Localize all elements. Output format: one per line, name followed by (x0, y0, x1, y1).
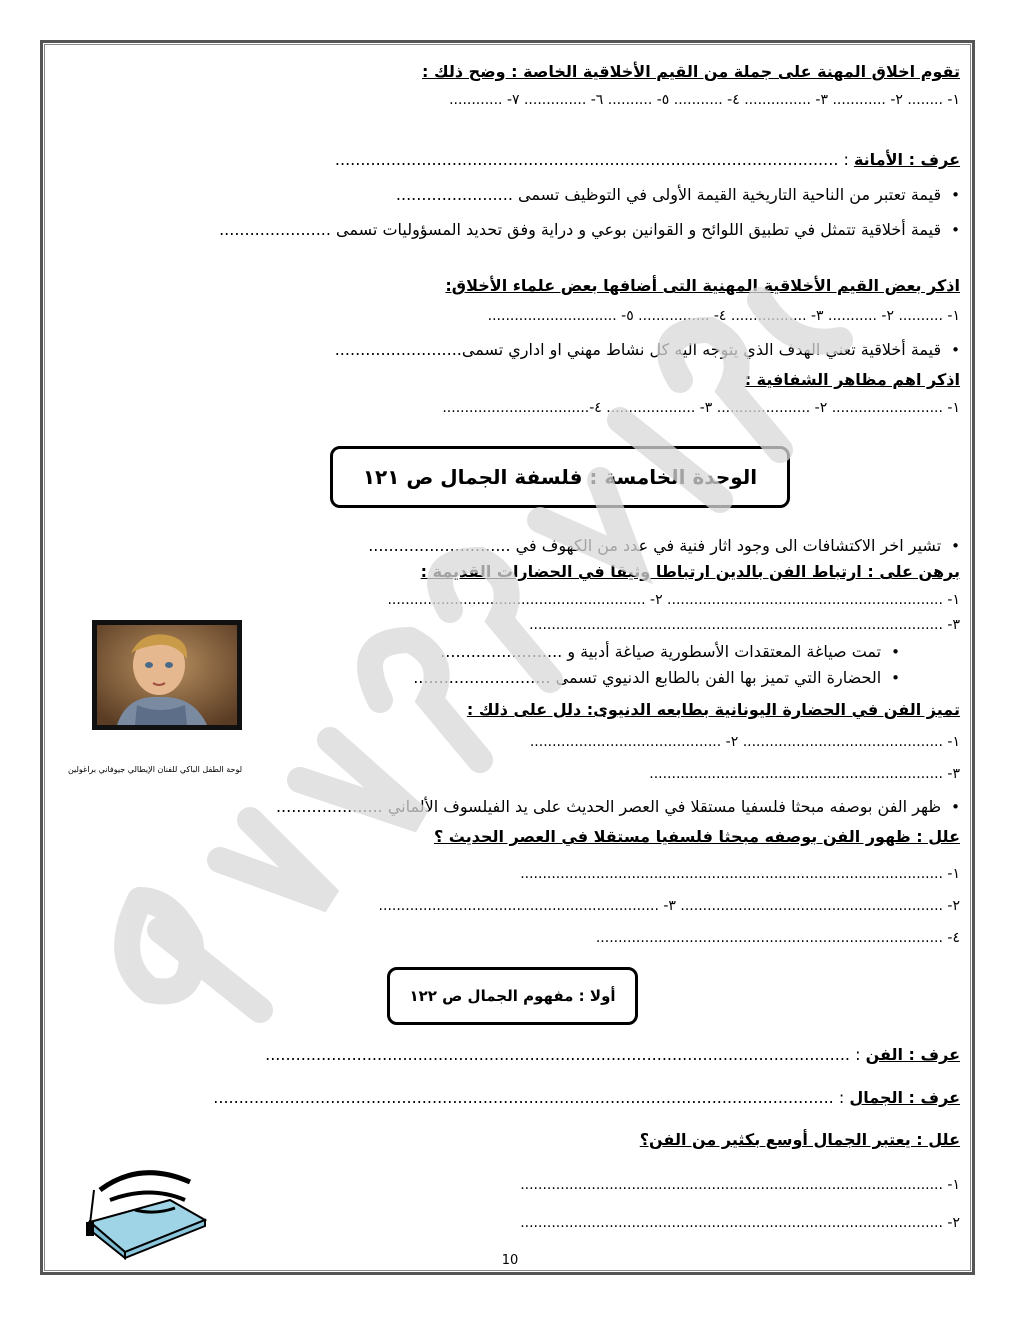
unit-title-box (330, 446, 790, 508)
section3-heading: اذكر بعض القيم الأخلاقية المهنية التى أضافها بعض علماء الأخلاق: (445, 276, 960, 295)
section6-line1: ١- ............................................. ٢- ........................................... (529, 734, 960, 750)
book-logo (80, 1160, 210, 1260)
section7-heading: علل : ظهور الفن بوصفه مبحثا فلسفيا مستقلا في العصر الحديث ؟ (433, 827, 960, 846)
honesty-bullet-2: • قيمة أخلاقية تتمثل في تطبيق اللوائح و القوانين بوعي و دراية وفق تحديد المسؤوليات تسمى ...................... (219, 220, 960, 240)
section1-heading: تقوم اخلاق المهنة على جملة من القيم الأخلاقية الخاصة : وضح ذلك : (422, 62, 960, 81)
section7-line3: ٤- .............................................................................. (595, 930, 960, 946)
section5-line2: ٣- ............................................................................................. (529, 617, 960, 633)
define-honesty-dots: : ................................................................................................... (334, 150, 849, 169)
honesty-bullet-1: • قيمة تعتبر من الناحية التاريخية القيمة الأولى في التوظيف تسمى ....................... (396, 185, 960, 205)
define-beauty-dots: : .......................................................................................................................... (213, 1088, 845, 1107)
subsection-title-box (387, 967, 638, 1025)
section5-heading: برهن على : ارتباط الفن بالدين ارتباطا وثيقا في الحضارات القديمة : (420, 562, 960, 581)
section8-line2: ٢- ............................................................................................... (520, 1215, 960, 1231)
painting-caption: لوحة الطفل الباكي للفنان الإيطالي جيوفاني براغولين (67, 765, 243, 774)
philosopher-bullet: • ظهر الفن بوصفه مبحثا فلسفيا مستقلا في العصر الحديث على يد الفيلسوف الألماني ..................... (276, 797, 960, 817)
unit-title: الوحدة الخامسة : فلسفة الجمال ص ١٢١ (362, 465, 758, 489)
painting-image (97, 625, 237, 725)
section4-heading: اذكر اهم مظاهر الشفافية : (744, 370, 960, 389)
define-art-label: عرف : الفن (865, 1045, 960, 1064)
section5-line1: ١- .............................................................. ٢- .......................................................... (387, 592, 960, 608)
define-art-dots: : ................................................................................................................... (265, 1045, 861, 1064)
section6-heading: تميز الفن في الحضارة اليونانية بطابعه الدنيوى: دلل على ذلك : (466, 700, 960, 719)
caves-bullet: • تشير اخر الاكتشافات الى وجود اثار فنية في عدد من الكهوف في ............................ (368, 536, 960, 556)
section4-items: ١- ......................... ٢- ..................... ٣- .................... ٤-................................. (442, 400, 960, 416)
define-beauty-label: عرف : الجمال (849, 1088, 960, 1107)
section1-items: ١- ........ ٢- ............ ٣- ............... ٤- ........... ٥- .......... ٦- .............. ٧- ............ (449, 92, 960, 108)
crying-boy-painting (92, 620, 242, 730)
define-beauty-row (213, 1088, 960, 1108)
subsection-title: أولا : مفهوم الجمال ص ١٢٢ (409, 987, 616, 1005)
define-honesty-row (335, 150, 960, 170)
section3-bullet: • قيمة أخلاقية تعني الهدف الذي يتوجه اليه كل نشاط مهني او اداري تسمى......................... (335, 340, 960, 360)
section6-line2: ٣- .................................................................. (649, 766, 960, 782)
define-art-row (265, 1045, 960, 1065)
section8-heading: علل : يعتبر الجمال أوسع بكثير من الفن؟ (639, 1130, 960, 1149)
section3-items: ١- .......... ٢- ........... ٣- ................. ٤- ................ ٥- ............................. (487, 308, 960, 324)
define-honesty-label: عرف : الأمانة (853, 150, 960, 169)
myth-bullet: • تمت صياغة المعتقدات الأسطورية صياغة أدبية و ........................ (440, 642, 900, 662)
section7-line1: ١- ............................................................................................... (520, 866, 960, 882)
section7-line2: ٢- ........................................................... ٣- ............................................................... (378, 898, 960, 914)
civilization-bullet: • الحضارة التي تميز بها الفن بالطابع الدنيوي تسمى ........................... (413, 668, 900, 688)
page-number: 10 (501, 1253, 519, 1268)
section8-line1: ١- ............................................................................................... (520, 1177, 960, 1193)
